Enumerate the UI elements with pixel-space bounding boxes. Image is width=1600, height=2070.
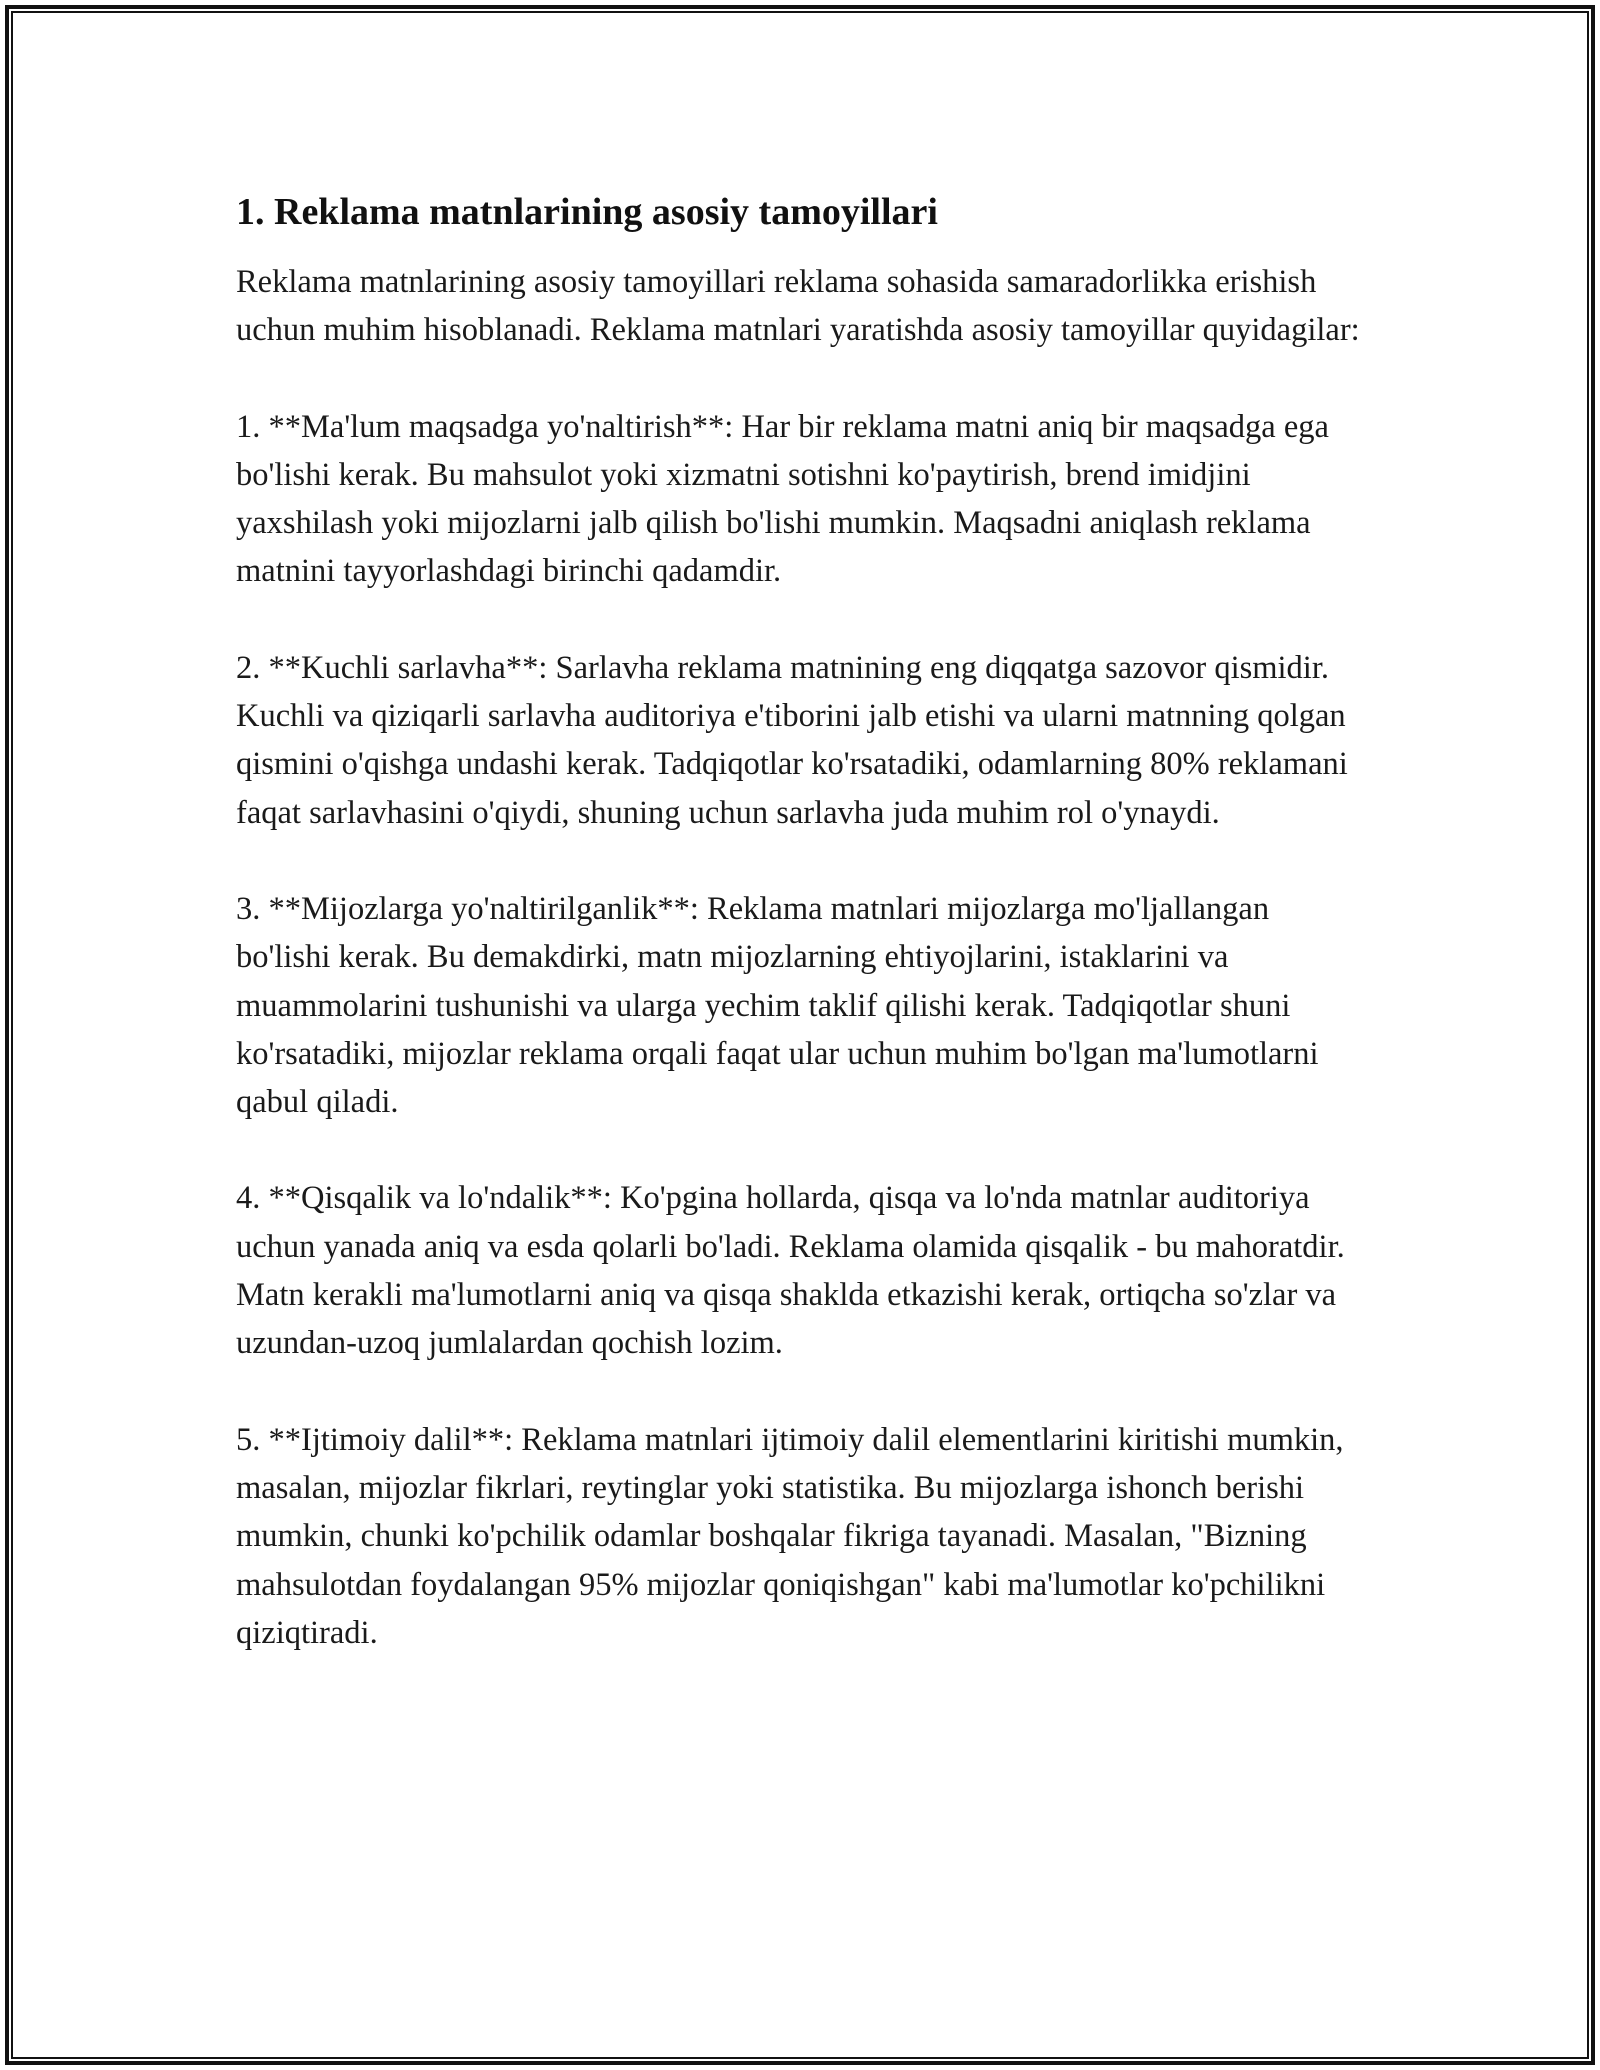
intro-paragraph: Reklama matnlarining asosiy tamoyillari reklama sohasida samaradorlikka erishish uchun muhim hisoblanadi. Reklama matnlari yaratishda asosiy tamoyillar quyidagilar: bbox=[236, 264, 1360, 349]
principle-item-2: 2. **Kuchli sarlavha**: Sarlavha reklama matnining eng diqqatga sazovor qismidir. Kuchli va qiziqarli sarlavha auditoriya e'tiborini jalb etishi va ularni matnning qolgan qismini o'qishga undashi kerak. Tadqiqotlar ko'rsatadiki, odamlarning 80% reklamani faqat sarlavhasini o'qiydi, shuning uchun sarlavha juda muhim rol o'ynaydi. bbox=[236, 649, 1348, 831]
principle-item-5: 5. **Ijtimoiy dalil**: Reklama matnlari ijtimoiy dalil elementlarini kiritishi mumkin, masalan, mijozlar fikrlari, reytinglar yoki statistika. Bu mijozlarga ishonch berishi mumkin, chunki ko'pchilik odamlar boshqalar fikriga tayanadi. Masalan, "Bizning mahsulotdan foydalangan 95% mijozlar qoniqishgan" kabi ma'lumotlar ko'pchilikni qiziqtiradi. bbox=[236, 1421, 1344, 1651]
document-body bbox=[236, 188, 1366, 1705]
document-title: 1. Reklama matnlarining asosiy tamoyillari bbox=[236, 191, 938, 233]
principle-item-4: 4. **Qisqalik va lo'ndalik**: Ko'pgina hollarda, qisqa va lo'nda matnlar auditoriya uchun yanada aniq va esda qolarli bo'ladi. Reklama olamida qisqalik - bu mahoratdir. Matn kerakli ma'lumotlarni aniq va qisqa shaklda etkazishi kerak, ortiqcha so'zlar va uzundan-uzoq jumlalardan qochish lozim. bbox=[236, 1180, 1345, 1362]
principle-item-3: 3. **Mijozlarga yo'naltirilganlik**: Reklama matnlari mijozlarga mo'ljallangan bo'lishi kerak. Bu demakdirki, matn mijozlarning ehtiyojlarini, istaklarini va muammolarini tushunishi va ularga yechim taklif qilishi kerak. Tadqiqotlar shuni ko'rsatadiki, mijozlar reklama orqali faqat ular uchun muhim bo'lgan ma'lumotlarni qabul qiladi. bbox=[236, 890, 1319, 1121]
principle-item-1: 1. **Ma'lum maqsadga yo'naltirish**: Har bir reklama matni aniq bir maqsadga ega bo'lishi kerak. Bu mahsulot yoki xizmatni sotishni ko'paytirish, brend imidjini yaxshilash yoki mijozlarni jalb qilish bo'lishi mumkin. Maqsadni aniqlash reklama matnini tayyorlashdagi birinchi qadamdir. bbox=[236, 408, 1329, 590]
